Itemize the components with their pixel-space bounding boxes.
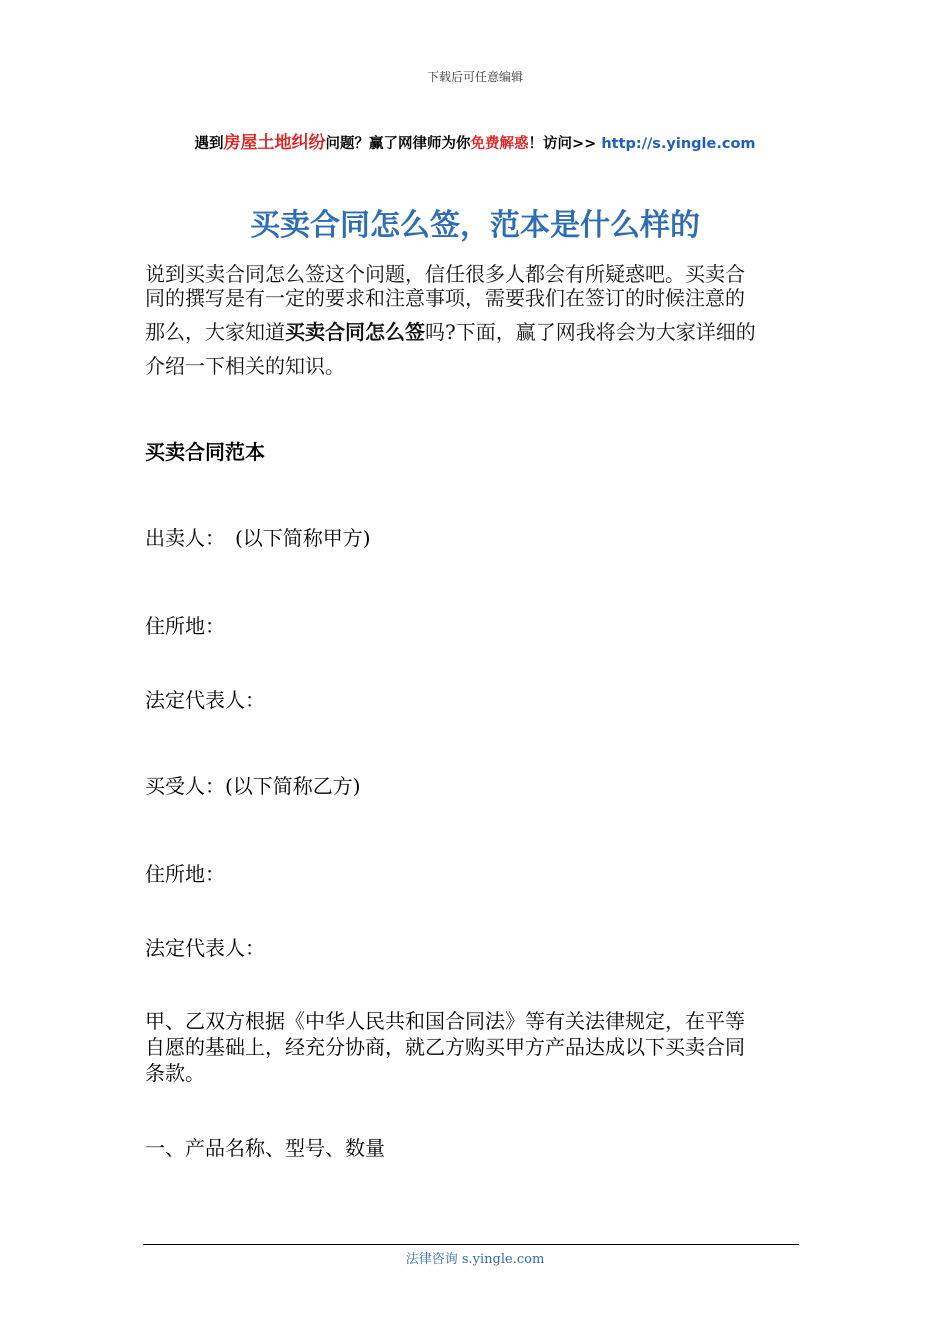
promo-highlight-free: 免费解惑 [470,136,529,152]
intro-line-3-b: 吗?下面，赢了网我将会为大家详细的 [425,320,756,344]
promo-banner [0,128,950,153]
agreement-paragraph [145,1008,807,1086]
intro-line-1: 说到买卖合同怎么签这个问题，信任很多人都会有所疑惑吧。买卖合 [145,262,745,286]
document-title: 买卖合同怎么签，范本是什么样的 [250,208,700,243]
intro-line-3 [145,320,807,344]
seller-address-field: 住所地： [145,614,225,638]
promo-highlight-dispute: 房屋土地纠纷 [223,133,326,153]
buyer-address-field: 住所地： [145,862,225,886]
section-heading: 买卖合同范本 [145,440,265,464]
agreement-line-1: 甲、乙双方根据《中华人民共和国合同法》等有关法律规定，在平等 [145,1009,745,1033]
promo-text-1: 遇到 [194,136,224,152]
seller-rep-field: 法定代表人： [145,688,265,712]
promo-text-2: 问题？赢了网律师为你 [325,136,471,152]
footer-note: 法律咨询 s.yingle.com [405,1252,545,1267]
footer-divider [143,1244,799,1245]
promo-link[interactable]: http://s.yingle.com [601,136,756,152]
buyer-field: 买受人：(以下简称乙方) [145,774,361,798]
intro-paragraph [145,262,807,378]
intro-keyword: 买卖合同怎么签 [285,320,425,344]
clause-heading-1: 一、产品名称、型号、数量 [145,1136,385,1160]
seller-field: 出卖人： (以下简称甲方) [145,526,371,550]
header-note: 下载后可任意编辑 [426,70,523,84]
intro-line-3-a: 那么，大家知道 [145,320,285,344]
intro-line-4: 介绍一下相关的知识。 [145,354,345,378]
intro-line-2: 同的撰写是有一定的要求和注意事项，需要我们在签订的时候注意的 [145,286,745,310]
agreement-line-3: 条款。 [145,1061,205,1085]
promo-text-3: ！访问>> [528,136,602,152]
buyer-rep-field: 法定代表人： [145,936,265,960]
agreement-line-2: 自愿的基础上，经充分协商，就乙方购买甲方产品达成以下买卖合同 [145,1035,745,1059]
